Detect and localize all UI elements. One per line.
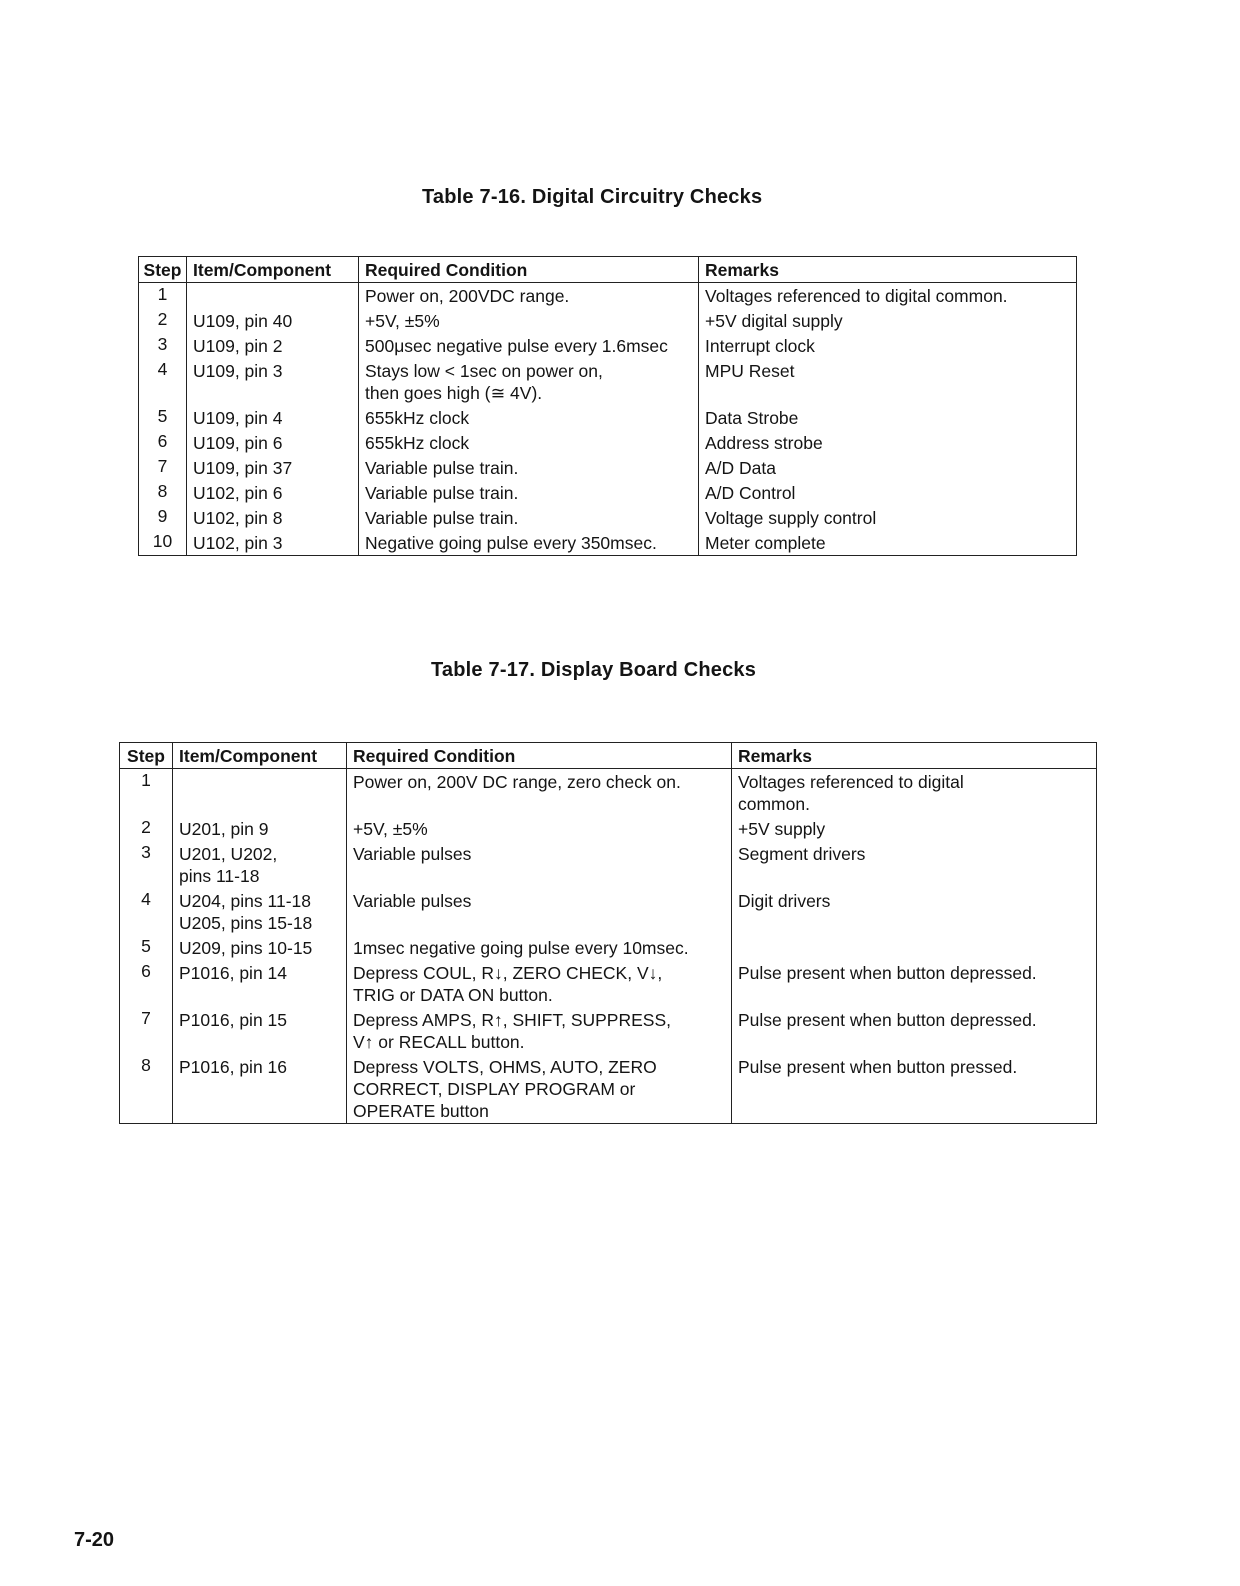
- remarks-cell-line: Voltages referenced to digital common.: [705, 286, 1008, 306]
- step-cell: 10: [139, 530, 187, 556]
- remarks-cell-line: MPU Reset: [705, 361, 795, 381]
- required-condition-cell-line: Power on, 200V DC range, zero check on.: [353, 772, 681, 792]
- remarks-cell-line: +5V digital supply: [705, 311, 843, 331]
- remarks-cell: [699, 358, 1077, 405]
- remarks-cell-line: Pulse present when button depressed.: [738, 1010, 1037, 1030]
- item-component-cell-line: U204, pins 11-18: [179, 891, 311, 911]
- table-row: [120, 960, 1097, 1007]
- remarks-cell: [699, 430, 1077, 455]
- required-condition-cell-line: OPERATE button: [353, 1101, 489, 1121]
- table-row: [120, 935, 1097, 960]
- required-condition-cell-line: TRIG or DATA ON button.: [353, 985, 553, 1005]
- table-row: [139, 308, 1077, 333]
- item-component-cell: [187, 480, 359, 505]
- required-condition-cell: [359, 455, 699, 480]
- item-component-cell: [173, 816, 347, 841]
- item-component-cell: [173, 1007, 347, 1054]
- remarks-cell: [699, 283, 1077, 309]
- item-component-cell: [187, 308, 359, 333]
- item-component-cell: [187, 530, 359, 556]
- remarks-cell-line: Address strobe: [705, 433, 823, 453]
- item-component-cell-line: U209, pins 10-15: [179, 938, 313, 958]
- required-condition-cell: [359, 308, 699, 333]
- remarks-cell: [732, 816, 1097, 841]
- remarks-cell: [732, 935, 1097, 960]
- required-condition-cell: [359, 405, 699, 430]
- item-component-cell: [187, 455, 359, 480]
- required-condition-cell: [359, 430, 699, 455]
- required-condition-cell-line: CORRECT, DISPLAY PROGRAM or: [353, 1079, 636, 1099]
- page-number: 7-20: [74, 1529, 115, 1551]
- table-row: [139, 405, 1077, 430]
- item-component-cell-line: U109, pin 3: [193, 361, 283, 381]
- item-component-cell-line: U102, pin 8: [193, 508, 283, 528]
- table-header-row: [139, 257, 1077, 283]
- required-condition-cell-line: then goes high (≅ 4V).: [365, 383, 543, 403]
- required-condition-cell-line: 500μsec negative pulse every 1.6msec: [365, 336, 668, 356]
- step-cell: 5: [139, 405, 187, 430]
- required-condition-cell-line: Depress AMPS, R↑, SHIFT, SUPPRESS,: [353, 1010, 671, 1030]
- step-cell: 1: [120, 769, 173, 817]
- step-cell: 8: [120, 1054, 173, 1124]
- step-cell: 2: [120, 816, 173, 841]
- header-item-component: Item/Component: [187, 257, 359, 283]
- table-7-16-caption: Table 7-16. Digital Circuitry Checks: [422, 186, 763, 208]
- item-component-cell-line: U201, pin 9: [179, 819, 269, 839]
- remarks-cell-line: Interrupt clock: [705, 336, 815, 356]
- required-condition-cell: [359, 530, 699, 556]
- required-condition-cell-line: Variable pulse train.: [365, 458, 519, 478]
- remarks-cell-line: Pulse present when button pressed.: [738, 1057, 1018, 1077]
- remarks-cell: [699, 333, 1077, 358]
- table-7-16: [138, 256, 1077, 556]
- required-condition-cell-line: 655kHz clock: [365, 408, 470, 428]
- item-component-cell-line: U109, pin 2: [193, 336, 283, 356]
- required-condition-cell: [347, 935, 732, 960]
- required-condition-cell-line: Power on, 200VDC range.: [365, 286, 570, 306]
- remarks-cell-line: Pulse present when button depressed.: [738, 963, 1037, 983]
- item-component-cell-line: P1016, pin 16: [179, 1057, 288, 1077]
- required-condition-cell: [359, 480, 699, 505]
- remarks-cell-line: Voltages referenced to digital: [738, 772, 964, 792]
- required-condition-cell: [359, 283, 699, 309]
- item-component-cell-line: pins 11-18: [179, 866, 260, 886]
- remarks-cell-line: Digit drivers: [738, 891, 831, 911]
- table-row: [120, 888, 1097, 935]
- remarks-cell: [732, 769, 1097, 817]
- required-condition-cell-line: Variable pulse train.: [365, 483, 519, 503]
- table-row: [139, 530, 1077, 556]
- table-row: [120, 816, 1097, 841]
- remarks-cell-line: +5V supply: [738, 819, 826, 839]
- item-component-cell: [187, 333, 359, 358]
- remarks-cell: [732, 960, 1097, 1007]
- item-component-cell: [187, 283, 359, 309]
- header-item-component: Item/Component: [173, 743, 347, 769]
- remarks-cell-line: Meter complete: [705, 533, 826, 553]
- table-row: [139, 283, 1077, 309]
- remarks-cell: [699, 405, 1077, 430]
- item-component-cell-line: U109, pin 4: [193, 408, 283, 428]
- required-condition-cell: [347, 816, 732, 841]
- table-row: [139, 455, 1077, 480]
- remarks-cell-line: common.: [738, 794, 810, 814]
- required-condition-cell-line: V↑ or RECALL button.: [353, 1032, 525, 1052]
- header-remarks: Remarks: [699, 257, 1077, 283]
- table-7-17-caption: Table 7-17. Display Board Checks: [431, 659, 757, 681]
- table-7-17: [119, 742, 1097, 1124]
- header-remarks: Remarks: [732, 743, 1097, 769]
- item-component-cell-line: [179, 771, 340, 793]
- step-cell: 7: [120, 1007, 173, 1054]
- remarks-cell-line: Segment drivers: [738, 844, 866, 864]
- item-component-cell-line: [193, 285, 352, 307]
- remarks-cell-line: Voltage supply control: [705, 508, 877, 528]
- table-row: [139, 430, 1077, 455]
- item-component-cell: [173, 769, 347, 817]
- table-row: [139, 333, 1077, 358]
- item-component-cell: [173, 935, 347, 960]
- header-step: Step: [120, 743, 173, 769]
- remarks-cell: [699, 455, 1077, 480]
- table-7-16-body: [139, 283, 1077, 556]
- remarks-cell: [699, 505, 1077, 530]
- item-component-cell-line: U102, pin 6: [193, 483, 283, 503]
- remarks-cell: [732, 841, 1097, 888]
- item-component-cell: [173, 841, 347, 888]
- required-condition-cell-line: Depress COUL, R↓, ZERO CHECK, V↓,: [353, 963, 663, 983]
- step-cell: 6: [120, 960, 173, 1007]
- table-7-17-body: [120, 769, 1097, 1124]
- step-cell: 3: [120, 841, 173, 888]
- item-component-cell-line: U109, pin 40: [193, 311, 293, 331]
- item-component-cell: [173, 888, 347, 935]
- item-component-cell-line: U109, pin 37: [193, 458, 293, 478]
- remarks-cell: [732, 888, 1097, 935]
- remarks-cell: [732, 1007, 1097, 1054]
- step-cell: 2: [139, 308, 187, 333]
- required-condition-cell: [347, 888, 732, 935]
- table-row: [120, 1054, 1097, 1124]
- table-row: [120, 841, 1097, 888]
- required-condition-cell: [347, 960, 732, 1007]
- item-component-cell: [187, 358, 359, 405]
- step-cell: 7: [139, 455, 187, 480]
- required-condition-cell-line: Variable pulses: [353, 891, 472, 911]
- item-component-cell-line: U102, pin 3: [193, 533, 283, 553]
- table-row: [139, 505, 1077, 530]
- table-header-row: [120, 743, 1097, 769]
- remarks-cell-line: A/D Control: [705, 483, 796, 503]
- required-condition-cell-line: Variable pulses: [353, 844, 472, 864]
- header-required-condition: Required Condition: [359, 257, 699, 283]
- step-cell: 5: [120, 935, 173, 960]
- required-condition-cell-line: +5V, ±5%: [365, 311, 440, 331]
- remarks-cell: [699, 308, 1077, 333]
- required-condition-cell-line: 1msec negative going pulse every 10msec.: [353, 938, 689, 958]
- item-component-cell-line: U109, pin 6: [193, 433, 283, 453]
- header-required-condition: Required Condition: [347, 743, 732, 769]
- required-condition-cell: [347, 1054, 732, 1124]
- step-cell: 1: [139, 283, 187, 309]
- required-condition-cell-line: 655kHz clock: [365, 433, 470, 453]
- step-cell: 4: [120, 888, 173, 935]
- header-step: Step: [139, 257, 187, 283]
- remarks-cell-line: Data Strobe: [705, 408, 799, 428]
- remarks-cell: [699, 530, 1077, 556]
- item-component-cell-line: P1016, pin 15: [179, 1010, 288, 1030]
- table-row: [120, 769, 1097, 817]
- step-cell: 9: [139, 505, 187, 530]
- remarks-cell: [732, 1054, 1097, 1124]
- item-component-cell: [173, 1054, 347, 1124]
- required-condition-cell: [359, 358, 699, 405]
- item-component-cell-line: P1016, pin 14: [179, 963, 288, 983]
- step-cell: 3: [139, 333, 187, 358]
- required-condition-cell-line: Negative going pulse every 350msec.: [365, 533, 657, 553]
- item-component-cell: [173, 960, 347, 1007]
- step-cell: 4: [139, 358, 187, 405]
- step-cell: 8: [139, 480, 187, 505]
- table-row: [139, 358, 1077, 405]
- table-row: [120, 1007, 1097, 1054]
- item-component-cell-line: U201, U202,: [179, 844, 278, 864]
- required-condition-cell-line: +5V, ±5%: [353, 819, 428, 839]
- remarks-cell-line: A/D Data: [705, 458, 776, 478]
- required-condition-cell: [347, 841, 732, 888]
- item-component-cell: [187, 405, 359, 430]
- item-component-cell: [187, 505, 359, 530]
- step-cell: 6: [139, 430, 187, 455]
- required-condition-cell-line: Stays low < 1sec on power on,: [365, 361, 603, 381]
- table-row: [139, 480, 1077, 505]
- remarks-cell-line: [738, 937, 1090, 959]
- required-condition-cell: [359, 333, 699, 358]
- required-condition-cell-line: Variable pulse train.: [365, 508, 519, 528]
- item-component-cell-line: U205, pins 15-18: [179, 913, 313, 933]
- remarks-cell: [699, 480, 1077, 505]
- required-condition-cell: [347, 769, 732, 817]
- required-condition-cell: [359, 505, 699, 530]
- item-component-cell: [187, 430, 359, 455]
- required-condition-cell-line: Depress VOLTS, OHMS, AUTO, ZERO: [353, 1057, 657, 1077]
- required-condition-cell: [347, 1007, 732, 1054]
